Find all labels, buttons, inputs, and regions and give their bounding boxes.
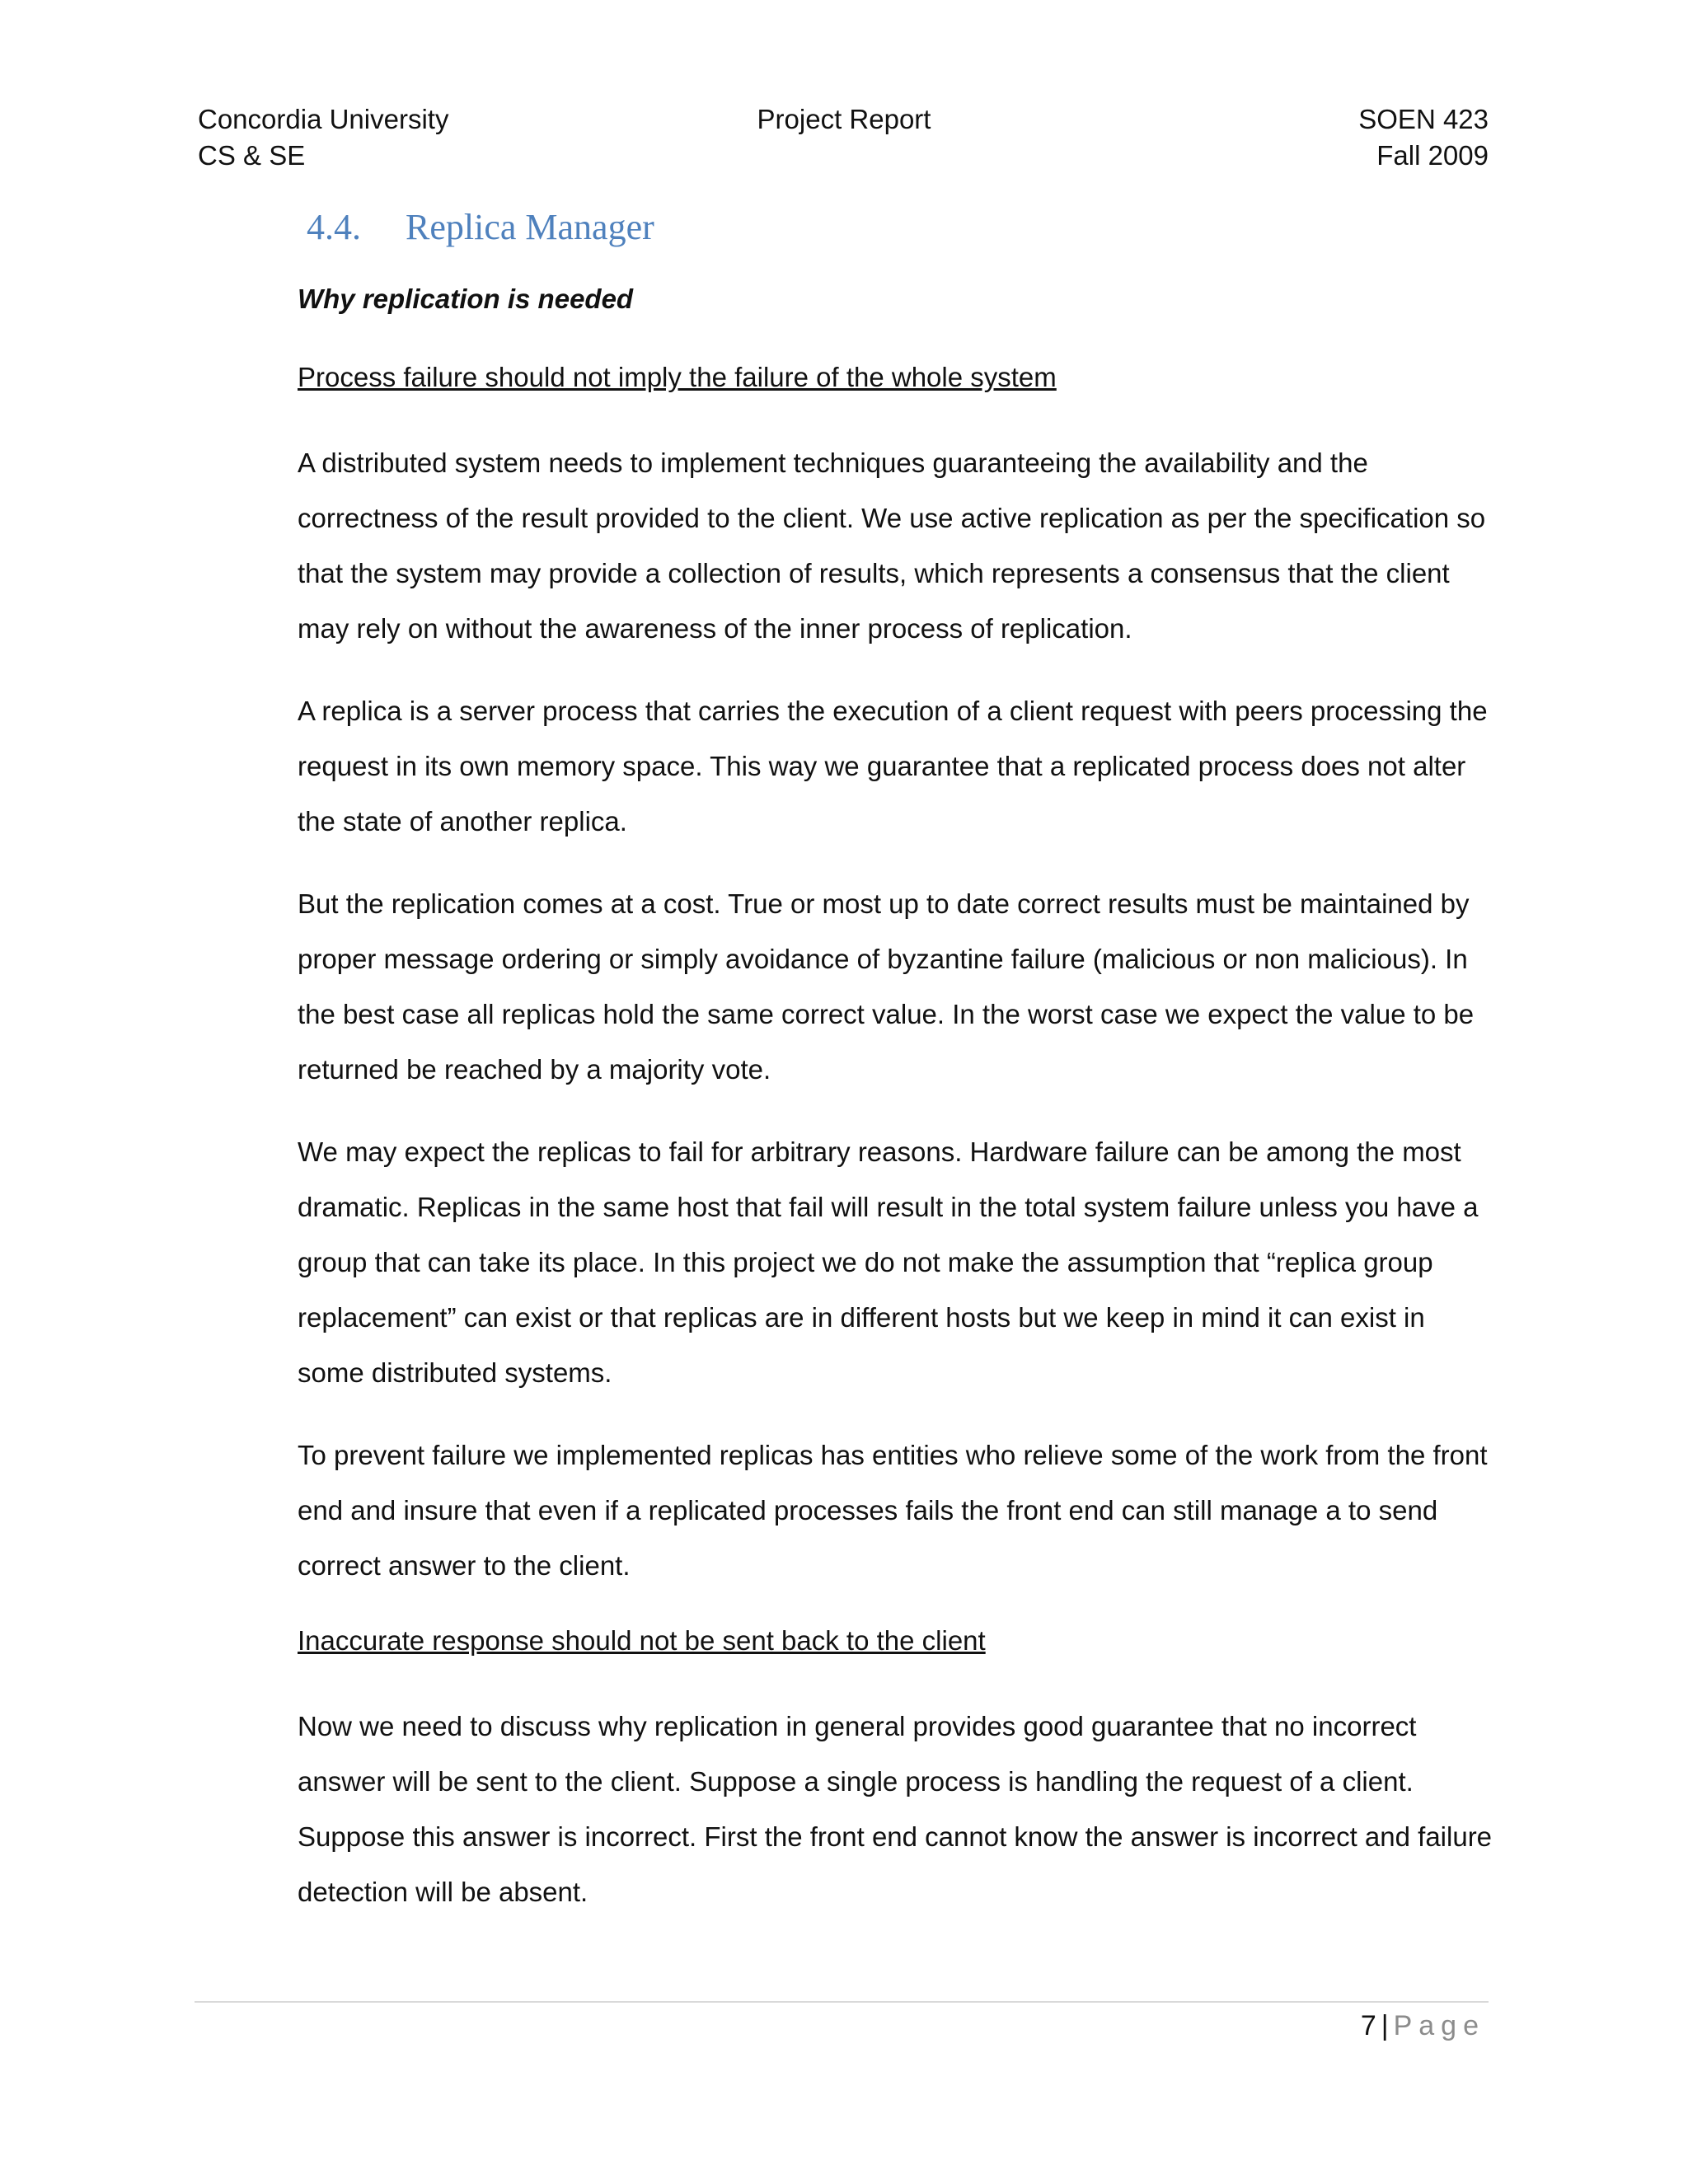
header-department: CS & SE [198, 140, 306, 171]
paragraph-2: A replica is a server process that carries the execution of a client request with peers processing the request in its own memory space. This way we guarantee that a replicated process does not alter the state of another replica. [298, 696, 1488, 837]
topic-heading-process-failure: Process failure should not imply the failure of the whole system [298, 362, 1057, 392]
page-footer [1361, 2007, 1485, 2045]
body-content [298, 279, 1493, 1947]
paragraph-1: A distributed system needs to implement techniques guaranteeing the availability and the correctness of the result provided to the client. We use active replication as per the specification so that the system may provide a collection of results, which represents a consensus that the client may rely on without the awareness of the inner process of replication. [298, 448, 1486, 644]
topic-heading-inaccurate-response: Inaccurate response should not be sent back to the client [298, 1625, 986, 1656]
paragraph-6: Now we need to discuss why replication in general provides good guarantee that no incorrect answer will be sent to the client. Suppose a single process is handling the request of a client. Suppose this answer is incorrect. First the front end cannot know the answer is incorrect and failure detection will be absent. [298, 1711, 1493, 1907]
section-heading [307, 206, 654, 248]
footer-separator: | [1381, 2010, 1389, 2041]
header-report-title: Project Report [757, 104, 931, 134]
header-term: Fall 2009 [1376, 140, 1489, 171]
section-title: Replica Manager [406, 207, 654, 247]
header-university: Concordia University [198, 104, 449, 134]
header-right [1358, 101, 1489, 174]
section-number: 4.4. [307, 207, 361, 247]
page-label: Page [1393, 2010, 1485, 2041]
paragraph-3: But the replication comes at a cost. True or most up to date correct results must be maintained by proper message ordering or simply avoidance of byzantine failure (malicious or non malicious). In the best case all replicas hold the same correct value. In the worst case we expect the value to be returned be reached by a majority vote. [298, 888, 1475, 1085]
subheading: Why replication is needed [298, 284, 634, 314]
page-number: 7 [1360, 2010, 1376, 2041]
paragraph-4: We may expect the replicas to fail for arbitrary reasons. Hardware failure can be among the most dramatic. Replicas in the same host that fail will result in the total system failure unless you have a group that can take its place. In this project we do not make the assumption that “replica group replacement” can exist or that replicas are in different hosts but we keep in mind it can exist in some distributed systems. [298, 1137, 1479, 1388]
footer-divider [195, 2001, 1489, 2003]
paragraph-5: To prevent failure we implemented replicas has entities who relieve some of the work from the front end and insure that even if a replicated processes fails the front end can still manage a to send correct answer to the client. [298, 1440, 1488, 1581]
header-course: SOEN 423 [1358, 104, 1489, 134]
